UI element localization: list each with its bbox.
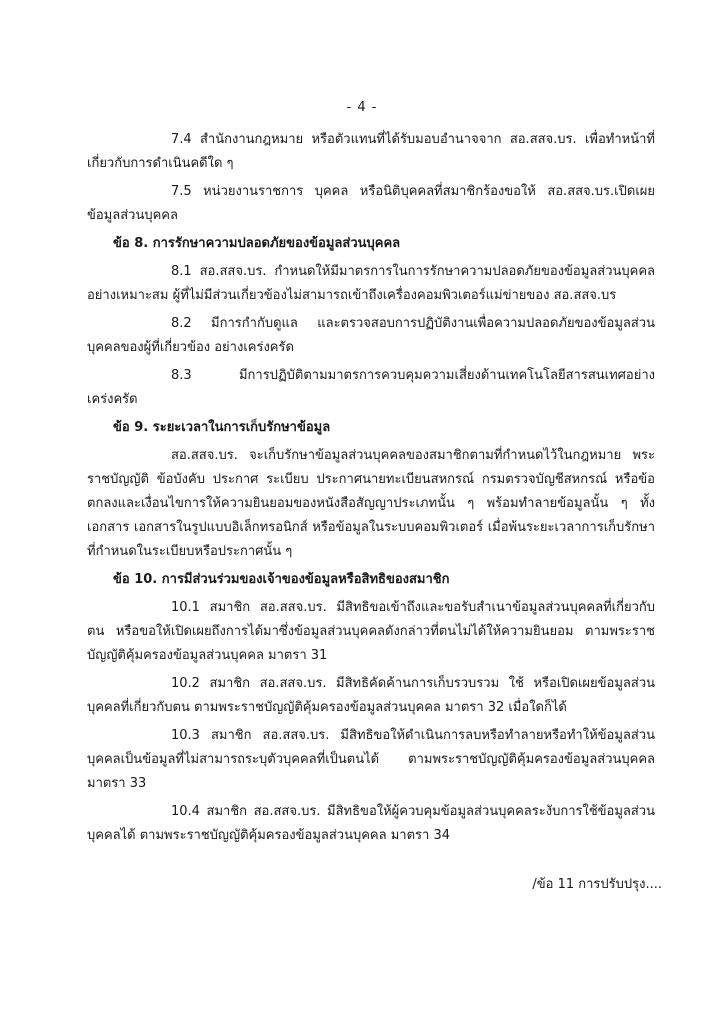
section-9-body: สอ.สสจ.บร. จะเก็บรักษาข้อมูลส่วนบุคคลของสมาชิกตามที่กำหนดไว้ในกฎหมาย พระราชบัญญัติ ข้อบังคับ ประกาศ ระเบียบ ประกาศนายทะเบียนสหกรณ์ กรมตรวจบัญชีสหกรณ์ หรือข้อตกลงและเงื่อนไขการให้ความยินยอมของหนังสือสัญญาประเภทนั้น ๆ พร้อมทำลายข้อมูลนั้น ๆ ทั้งเอกสาร เอกสารในรูปแบบอิเล็กทรอนิกส์ หรือข้อมูลในระบบคอมพิวเตอร์ เมื่อพ้นระยะเวลาการเก็บรักษาที่กำหนดในระเบียบหรือประกาศนั้น ๆ [87, 448, 655, 559]
clause-8-3: 8.3 มีการปฏิบัติตามมาตรการควบคุมความเสี่ยงด้านเทคโนโลยีสารสนเทศอย่างเคร่งครัด [87, 368, 655, 407]
document-body [87, 128, 655, 852]
clause-10-1: 10.1 สมาชิก สอ.สสจ.บร. มีสิทธิขอเข้าถึงและขอรับสำเนาข้อมูลส่วนบุคคลที่เกี่ยวกับตน หรือขอให้เปิดเผยถึงการได้มาซึ่งข้อมูลส่วนบุคคลดังกล่าวที่ตนไม่ได้ให้ความยินยอม ตามพระราชบัญญัติคุ้มครองข้อมูลส่วนบุคคล มาตรา 31 [87, 600, 655, 663]
continuation-note: /ข้อ 11 การปรับปรุง.... [532, 877, 662, 892]
section-8-heading: ข้อ 8. การรักษาความปลอดภัยของข้อมูลส่วนบุคคล [113, 236, 401, 251]
section-10-heading: ข้อ 10. การมีส่วนร่วมของเจ้าของข้อมูลหรือสิทธิของสมาชิก [113, 572, 450, 587]
page-number: - 4 - [346, 100, 378, 115]
clause-8-2: 8.2 มีการกำกับดูแล และตรวจสอบการปฏิบัติงานเพื่อความปลอดภัยของข้อมูลส่วนบุคคลของผู้ที่เกี่ยวข้อง อย่างเคร่งครัด [87, 316, 655, 355]
clause-7-5: 7.5 หน่วยงานราชการ บุคคล หรือนิติบุคคลที่สมาชิกร้องขอให้ สอ.สสจ.บร.เปิดเผยข้อมูลส่วนบุคคล [87, 184, 655, 223]
clause-7-4: 7.4 สำนักงานกฎหมาย หรือตัวแทนที่ได้รับมอบอำนาจจาก สอ.สสจ.บร. เพื่อทำหน้าที่เกี่ยวกับการดำเนินคดีใด ๆ [87, 132, 655, 171]
clause-8-1: 8.1 สอ.สสจ.บร. กำหนดให้มีมาตรการในการรักษาความปลอดภัยของข้อมูลส่วนบุคคลอย่างเหมาะสม ผู้ที่ไม่มีส่วนเกี่ยวข้องไม่สามารถเข้าถึงเครื่องคอมพิวเตอร์แม่ข่ายของ สอ.สสจ.บร [87, 264, 655, 303]
clause-10-3: 10.3 สมาชิก สอ.สสจ.บร. มีสิทธิขอให้ดำเนินการลบหรือทำลายหรือทำให้ข้อมูลส่วนบุคคลเป็นข้อมูลที่ไม่สามารถระบุตัวบุคคลที่เป็นตนได้ ตามพระราชบัญญัติคุ้มครองข้อมูลส่วนบุคคล มาตรา 33 [87, 728, 655, 791]
clause-10-4: 10.4 สมาชิก สอ.สสจ.บร. มีสิทธิขอให้ผู้ควบคุมข้อมูลส่วนบุคคลระงับการใช้ข้อมูลส่วนบุคคลได้ ตามพระราชบัญญัติคุ้มครองข้อมูลส่วนบุคคล มาตรา 34 [87, 804, 655, 843]
section-9-heading: ข้อ 9. ระยะเวลาในการเก็บรักษาข้อมูล [113, 420, 331, 435]
clause-10-2: 10.2 สมาชิก สอ.สสจ.บร. มีสิทธิคัดค้านการเก็บรวบรวม ใช้ หรือเปิดเผยข้อมูลส่วนบุคคลที่เกี่ยวกับตน ตามพระราชบัญญัติคุ้มครองข้อมูลส่วนบุคคล มาตรา 32 เมื่อใดก็ได้ [87, 676, 655, 715]
